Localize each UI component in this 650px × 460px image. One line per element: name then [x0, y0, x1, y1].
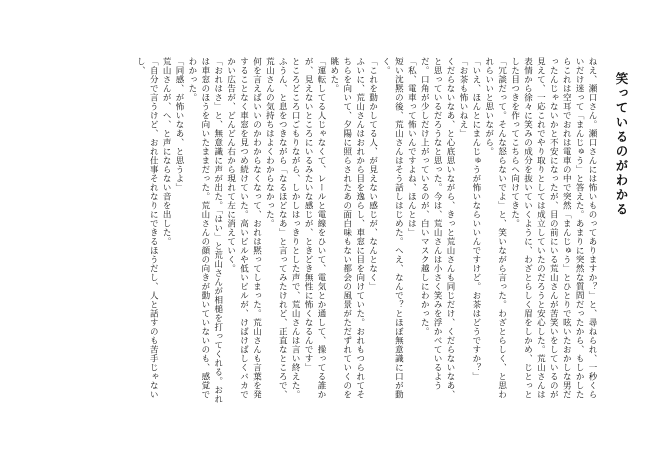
paragraph: 荒山さんが、へ、と声にならない音を出した。 — [161, 57, 172, 246]
paragraph: くだらないなあ、と心底思いながら、きっと荒山さんも同じだけ、くだらないなあ、と思っているだろうなと思った。今は、荒山さんは小さく笑みを浮かべているようだ。口角が少しだけ上がっているのが、白いマスク越しにわかった。 — [419, 57, 456, 399]
paragraph: 短い沈黙の後、荒山さんはそう話しはじめた。へえ、なんで？とほぼ無意識に口が動く。 — [380, 57, 404, 399]
paragraph: 「同感、が怖いなあ、と思うよ」 — [174, 57, 184, 192]
paragraph: 「これを動かしてる人、が見えない感じが、なんとなく」 — [367, 57, 378, 291]
document-title: 笑っているのがわかる — [614, 72, 629, 217]
paragraph: 「いえ、ほんとにまんじゅうが怖いならいいんですけど。お茶はどうですか？」 — [470, 57, 481, 381]
paragraph: 「おれはさ」と、無意識に声が出た。「はい」と荒山さんが相槌を打ってくれる。おれは車窓のほうを向いたままだった。荒山さんの顔の向きが動いていないのも、感覚でわかった。 — [186, 57, 223, 404]
paragraph: 「自分で言うけど、おれ仕事それなりにできるほうだし、人と話すのも苦手じゃないし、 — [135, 57, 159, 399]
paragraph: 「私、電車って怖いんですよね、ほんとは」 — [406, 57, 417, 237]
paragraph: ふうん、と息をつきながら「なるほどなあ」と言ってみたけれど、正直なところで、荒山さんの気持ちはよくわからなかった。 — [264, 57, 288, 399]
paragraph: 「運転してる人じゃなくて、レールと電線をひいて、電気とか通して、操ってる誰かが、見えないところにいるみたいな感じが、ときどき無性に怖くなるんです」 — [303, 57, 326, 399]
paragraph: ところどころ口ごもりながら、しかしはっきりとした声で、荒山さんは言い終えた。 — [290, 57, 301, 399]
paragraph: 「お茶も怖いねえ」 — [457, 57, 468, 138]
paragraph: 「冗談だって。そんな怒らないでよ」と、笑いながら言った。わざとらしく、と思われらいいと思いながら。 — [483, 57, 507, 399]
paragraph: ふいに、荒山さんはおれから目を逸らし、車窓に目を向けていた。おれもつられてそちらを向いて、夕陽に照らされたあの面白味もない都会の風景がただずれていくのを眺めた。 — [328, 57, 365, 399]
paragraph: 何を言えばいいのかわからなくなって、おれは黙ってしまった。荒山さんも言葉を発することなく車窓を見つめ続けていた。高いビルや低いビルが、けばけばしくバカでかい広告が、どんどん右から現れて左に消えていく。 — [225, 57, 262, 399]
paragraph: ねえ、瀬口さん。瀬口さんには怖いものってありますか？」と、尋ねられ、一秒くらいだけ迷って「まんじゅう」と答えた。あまりに突然な質問だったから、もしかしたらこれは空耳でおれは電車の中で突然「まんじゅう」とひとりで呟いたおかしな男だったんじゃないかと不安になったが、目の前にいる荒山さんが苦笑いをしているのが見えて、一応これでやり取りとしては成立していたのだろうと安心した。荒山さんは表情から徐々に笑みの成分を抜いていくように、わざとらしく眉をしかめ、じとっとした目つきを作ってこちらへ向けてきた。 — [509, 57, 597, 399]
body-text — [133, 57, 598, 407]
